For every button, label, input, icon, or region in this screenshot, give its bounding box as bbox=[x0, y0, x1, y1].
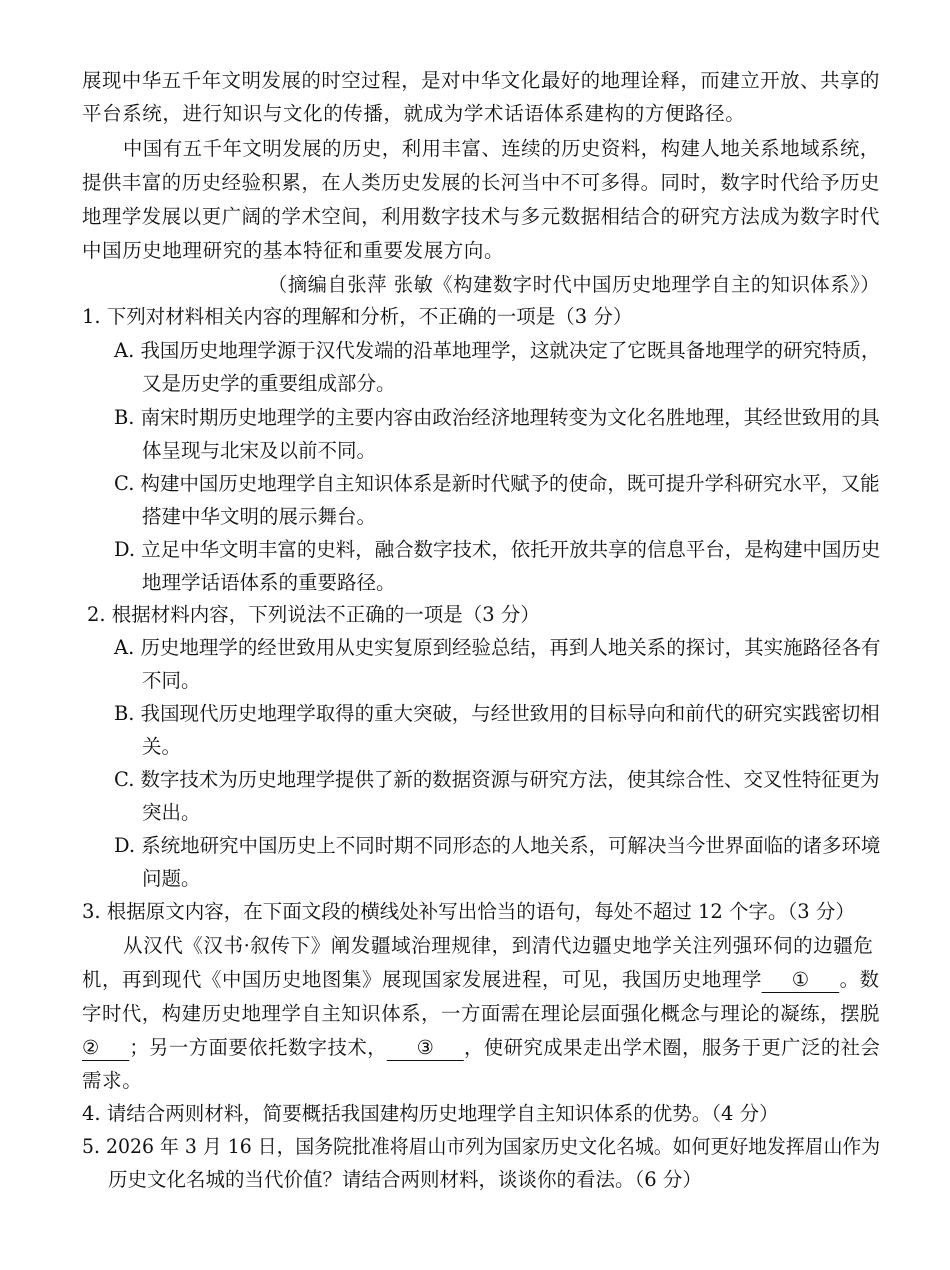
question-2-stem: 2. 根据材料内容，下列说法不正确的一项是（3 分） bbox=[87, 603, 540, 626]
question-1-stem: 1. 下列对材料相关内容的理解和分析，不正确的一项是（3 分） bbox=[82, 305, 633, 328]
fill-blank-1[interactable]: ① bbox=[762, 968, 840, 993]
q1-option-b-cont: 体呈现与北宋及以前不同。 bbox=[142, 439, 377, 462]
passage-line: 中国历史地理研究的基本特征和重要发展方向。 bbox=[82, 239, 505, 262]
fill-blank-3[interactable]: ③ bbox=[387, 1036, 464, 1061]
q2-option-b: B. 我国现代历史地理学取得的重大突破，与经世致用的目标导向和前代的研究实践密切相 bbox=[114, 702, 880, 725]
q2-option-d: D. 系统地研究中国历史上不同时期不同形态的人地关系，可解决当今世界面临的诸多环境 bbox=[114, 834, 881, 857]
fill-blank-2[interactable]: ② bbox=[82, 1036, 129, 1061]
question-5-stem: 5. 2026 年 3 月 16 日，国务院批准将眉山市列为国家历史文化名城。如何更好地发挥眉山作为 bbox=[82, 1135, 881, 1158]
q3-text: ；另一方面要依托数字技术， bbox=[129, 1036, 388, 1059]
passage-source: （摘编自张萍 张敏《构建数字时代中国历史地理学自主的知识体系》） bbox=[268, 273, 881, 296]
q1-option-d-cont: 地理学话语体系的重要路径。 bbox=[142, 571, 396, 594]
q3-text: 机，再到现代《中国历史地图集》展现国家发展进程，可见，我国历史地理学 bbox=[82, 968, 762, 991]
q2-option-c-cont: 突出。 bbox=[142, 801, 201, 824]
q1-option-a: A. 我国历史地理学源于汉代发端的沿革地理学，这就决定了它既具备地理学的研究特质， bbox=[114, 339, 881, 362]
q3-paragraph-line bbox=[82, 965, 880, 995]
q3-paragraph-line: 需求。 bbox=[82, 1069, 143, 1092]
q3-paragraph-line bbox=[82, 1033, 880, 1063]
q3-text: 。数 bbox=[839, 968, 880, 991]
q1-option-a-cont: 又是历史学的重要组成部分。 bbox=[142, 372, 396, 395]
q1-option-d: D. 立足中华文明丰富的史料，融合数字技术，依托开放共享的信息平台，是构建中国历史 bbox=[114, 538, 881, 561]
passage-line: 地理学发展以更广阔的学术空间，利用数字技术与多元数据相结合的研究方法成为数字时代 bbox=[82, 205, 880, 228]
q2-option-d-cont: 问题。 bbox=[142, 867, 201, 890]
q3-paragraph-line: 字时代，构建历史地理学自主知识体系，一方面需在理论层面强化概念与理论的凝练，摆脱 bbox=[82, 1002, 880, 1025]
q1-option-c: C. 构建中国历史地理学自主知识体系是新时代赋予的使命，既可提升学科研究水平，又能 bbox=[114, 472, 880, 495]
passage-line: 平台系统，进行知识与文化的传播，就成为学术话语体系建构的方便路径。 bbox=[82, 102, 746, 125]
q3-text: ，使研究成果走出学术圈，服务于更广泛的社会 bbox=[464, 1036, 881, 1059]
question-4-stem: 4. 请结合两则材料，简要概括我国建构历史地理学自主知识体系的优势。（4 分） bbox=[82, 1102, 779, 1125]
q2-option-c: C. 数字技术为历史地理学提供了新的数据资源与研究方法，使其综合性、交叉性特征更为 bbox=[114, 768, 880, 791]
q2-option-a-cont: 不同。 bbox=[142, 669, 201, 692]
q1-option-b: B. 南宋时期历史地理学的主要内容由政治经济地理转变为文化名胜地理，其经世致用的具 bbox=[114, 406, 880, 429]
q2-option-b-cont: 关。 bbox=[142, 735, 182, 758]
passage-line: 中国有五千年文明发展的历史，利用丰富、连续的历史资料，构建人地关系地域系统， bbox=[123, 137, 880, 160]
q3-paragraph-line: 从汉代《汉书·叙传下》阐发疆域治理规律，到清代边疆史地学关注列强环伺的边疆危 bbox=[123, 934, 874, 957]
passage-line: 展现中华五千年文明发展的时空过程，是对中华文化最好的地理诠释，而建立开放、共享的 bbox=[82, 69, 880, 92]
question-5-stem-cont: 历史文化名城的当代价值？请结合两则材料，谈谈你的看法。（6 分） bbox=[108, 1168, 702, 1191]
passage-line: 提供丰富的历史经验积累，在人类历史发展的长河当中不可多得。同时，数字时代给予历史 bbox=[82, 171, 880, 194]
question-3-stem: 3. 根据原文内容，在下面文段的横线处补写出恰当的语句，每处不超过 12 个字。（3 分） bbox=[82, 900, 855, 923]
q1-option-c-cont: 搭建中华文明的展示舞台。 bbox=[142, 505, 377, 528]
q2-option-a: A. 历史地理学的经世致用从史实复原到经验总结，再到人地关系的探讨，其实施路径各有 bbox=[114, 636, 881, 659]
